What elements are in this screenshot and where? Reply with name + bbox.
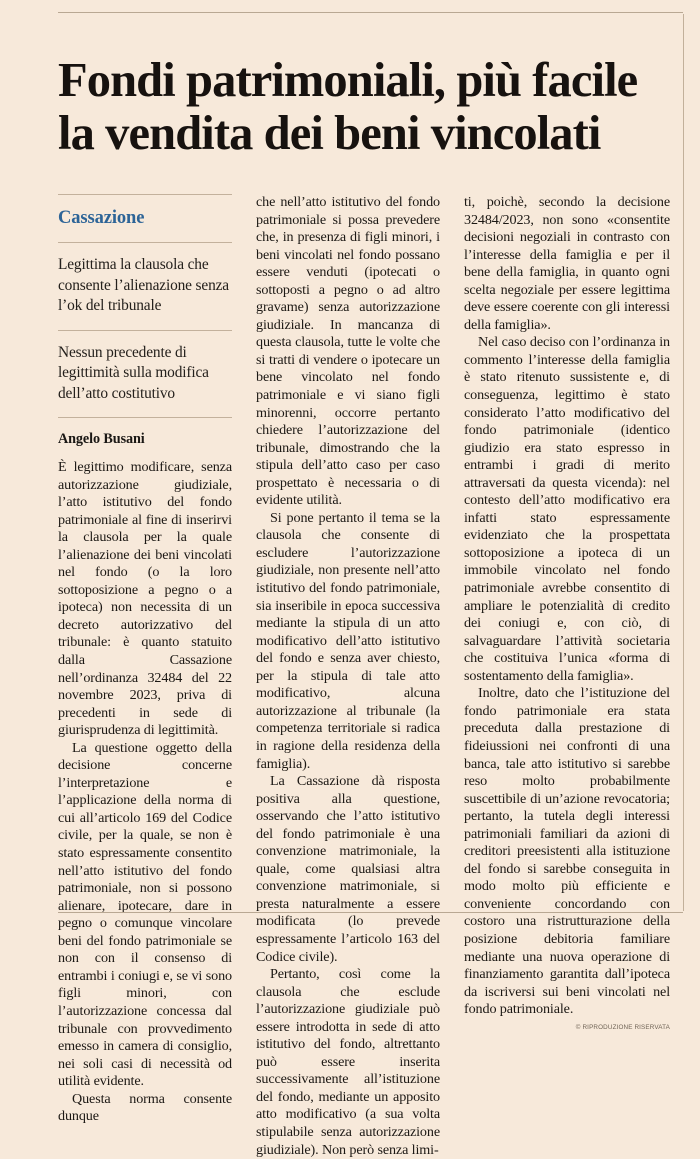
paragraph: che nell’atto istitutivo del fondo patrimoniale si possa prevedere che, in presenza di figli minori, i beni vincolati nel fondo possano essere venduti (ipotecati o sottoposti a pegno o ad altro gravame) senza autorizzazione giudiziale. In mancanza di questa clausola, tutte le volte che si tratti di vendere o ipotecare un bene vincolato nel fondo patrimoniale e vi siano figli minorenni, occorre pertanto chiedere l’autorizzazione del tribunale, dimostrando che la stipula dell’atto caso per caso prospettato è necessaria o di evidente utilità. bbox=[256, 194, 440, 509]
paragraph: La Cassazione dà risposta positiva alla questione, osservando che l’atto istitutivo del fondo patrimoniale è una convenzione matrimoniale, la quale, come qualsiasi altra convenzione matrimoniale, si presta naturalmente a essere modificata (lo prevede espressamente l’articolo 163 del Codice civile). bbox=[256, 773, 440, 965]
column-middle bbox=[248, 194, 456, 1158]
paragraph: Si pone pertanto il tema se la clausola che consente di escludere l’autorizzazione giudiziale, non presente nell’atto istitutivo del fondo patrimoniale, sia inseribile in epoca successiva mediante la stipula di un atto modificativo dell’atto istitutivo del fondo e senza aver chiesto, per la stipula di tale atto modificativo, alcuna autorizzazione al tribunale (la competenza territoriale si radica in ragione della residenza della famiglia). bbox=[256, 509, 440, 772]
paragraph: Inoltre, dato che l’istituzione del fondo patrimoniale era stata preceduta dalla prestazione di fideiussioni nei confronti di una banca, tale atto istitutivo si sarebbe reso molto probabilmente suscettibile di un’azione revocatoria; pertanto, la tutela degli interessi patrimoniali familiari da azioni di creditori preesistenti alla istituzione del fondo si sarebbe conseguita in modo molto più efficiente e conveniente concordando con costoro una ristrutturazione della posizione debitoria familiare mediante una nuova operazione di finanziamento garantita dall’ipoteca da iscriversi sui beni vincolati nel fondo patrimoniale. bbox=[464, 685, 670, 1018]
bottom-divider-rule bbox=[58, 912, 683, 913]
copyright-notice: © RIPRODUZIONE RISERVATA bbox=[575, 1023, 670, 1031]
headline-line-2: la vendita dei beni vincolati bbox=[58, 107, 601, 161]
section-kicker: Cassazione bbox=[58, 208, 145, 228]
author-byline: Angelo Busani bbox=[58, 431, 145, 447]
paragraph: Pertanto, così come la clausola che esclude l’autorizzazione giudiziale può essere introdotta in sede di atto istitutivo del fondo, altrettanto può essere inserita successivamente all’istituzione del fondo, mediante un apposito atto modificativo (a sua volta stipulabile senza autorizzazione giudiziale). Non però senza limi- bbox=[256, 966, 440, 1158]
article-columns bbox=[58, 194, 670, 1158]
paragraph: ti, poichè, secondo la decisione 32484/2023, non sono «consentite decisioni negoziali in contrasto con l’interesse della famiglia e per il bene della famiglia, in quanto ogni scelta negoziale per essere legittima deve essere coerente con gli interessi della famiglia». bbox=[464, 194, 670, 333]
paragraph: Nel caso deciso con l’ordinanza in commento l’interesse della famiglia è stato ritenuto sussistente e, di conseguenza, legittimo è stato considerato l’atto modificativo del fondo patrimoniale (identico giudizio era stato espresso in entrambi i gradi di merito attraversati da questa vicenda): nel contesto dell’atto modificativo era infatti stato espressamente evidenziato che la prospettata sottoposizione a ipoteca di un immobile vincolato nel fondo patrimoniale avrebbe consentito di ampliare le potenzialità di credito dei coniugi e, con ciò, di salvaguardare l’attività societaria che costituiva l’unica «forma di sostentamento della famiglia». bbox=[464, 334, 670, 684]
headline-line-1: Fondi patrimoniali, più facile bbox=[58, 54, 638, 108]
byline-top-rule bbox=[58, 417, 232, 418]
top-divider-rule bbox=[58, 12, 683, 13]
summary-point-2: Nessun precedente di legittimità sulla modifica dell’atto costitutivo bbox=[58, 343, 209, 402]
paragraph: Questa norma consente dunque bbox=[58, 1090, 232, 1125]
summary-point-1: Legittima la clausola che consente l’alienazione senza l’ok del tribunale bbox=[58, 256, 229, 314]
column-left bbox=[58, 194, 248, 1125]
paragraph: La questione oggetto della decisione concerne l’interpretazione e l’applicazione della norma di cui all’articolo 169 del Codice civile, per la quale, se non è stato espressamente consentito nell’atto istitutivo del fondo patrimoniale, non si possono alienare, ipotecare, dare in pegno o comunque vincolare beni del fondo patrimoniale se non con il consenso di entrambi i coniugi e, se vi sono figli minori, con l’autorizzazione concessa dal tribunale con provvedimento emesso in camera di consiglio, nei soli casi di necessità od utilità evidente. bbox=[58, 739, 232, 1090]
column-right bbox=[456, 194, 670, 1031]
body-text-right bbox=[464, 194, 670, 1036]
page-title bbox=[58, 54, 670, 160]
paragraph: È legittimo modificare, senza autorizzazione giudiziale, l’atto istitutivo del fondo patrimoniale al fine di inserirvi la clausola per la quale l’alienazione dei beni vincolati nel fondo (o la loro sottoposizione a pegno o a ipoteca) non necessita di un decreto autorizzativo del tribunale: è quanto statuito dalla Cassazione nell’ordinanza 32484 del 22 novembre 2023, priva di precedenti in sede di giurisprudenza di legittimità. bbox=[58, 459, 232, 739]
body-text-middle bbox=[256, 194, 440, 1159]
right-edge-vertical-rule bbox=[683, 14, 684, 911]
body-text-left bbox=[58, 459, 232, 1126]
summary-divider-rule bbox=[58, 330, 232, 331]
kicker-bottom-rule bbox=[58, 242, 232, 243]
kicker-top-rule bbox=[58, 194, 232, 195]
